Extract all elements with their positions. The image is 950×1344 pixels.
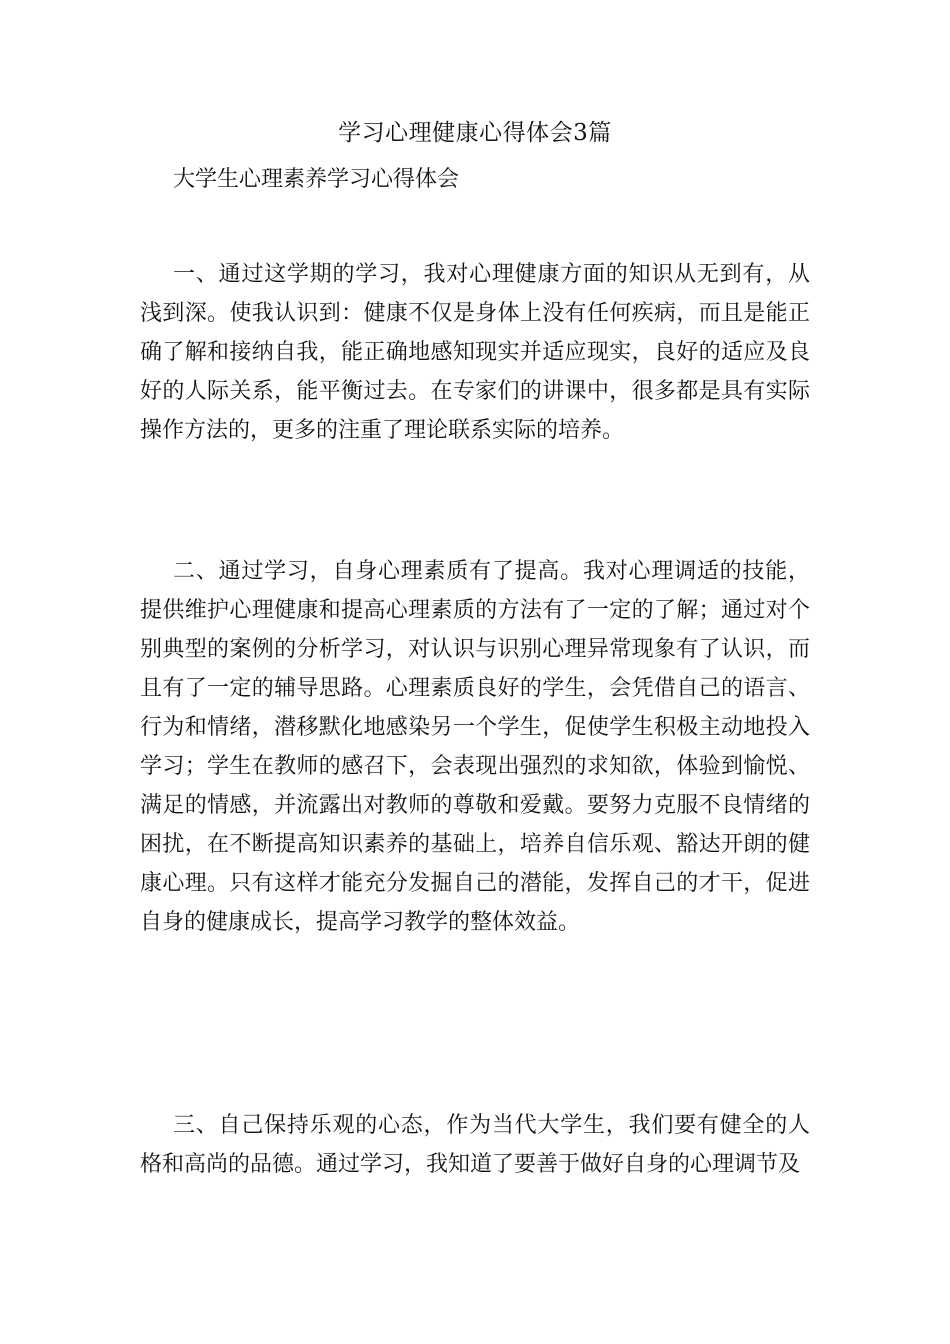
paragraph-3: 三、自己保持乐观的心态，作为当代大学生，我们要有健全的人格和高尚的品德。通过学习，我知道了要善于做好自身的心理调节及 (140, 1113, 810, 1177)
document-subtitle: 大学生心理素养学习心得体会 (173, 167, 460, 192)
document-title: 学习心理健康心得体会3篇 (338, 120, 612, 146)
paragraph-1: 一、通过这学期的学习，我对心理健康方面的知识从无到有，从浅到深。使我认识到：健康不仅是身体上没有任何疾病，而且是能正确了解和接纳自我，能正确地感知现实并适应现实，良好的适应及良好的人际关系，能平衡过去。在专家们的讲课中，很多都是具有实际操作方法的，更多的注重了理论联系实际的培养。 (140, 262, 810, 443)
paragraph-2: 二、通过学习，自身心理素质有了提高。我对心理调适的技能，提供维护心理健康和提高心理素质的方法有了一定的了解；通过对个别典型的案例的分析学习，对认识与识别心理异常现象有了认识，而且有了一定的辅导思路。心理素质良好的学生，会凭借自己的语言、行为和情绪，潜移默化地感染另一个学生，促使学生积极主动地投入学习；学生在教师的感召下，会表现出强烈的求知欲，体验到愉悦、满足的情感，并流露出对教师的尊敬和爱戴。要努力克服不良情绪的困扰，在不断提高知识素养的基础上，培养自信乐观、豁达开朗的健康心理。只有这样才能充分发掘自己的潜能，发挥自己的才干，促进自身的健康成长，提高学习教学的整体效益。 (140, 559, 810, 935)
